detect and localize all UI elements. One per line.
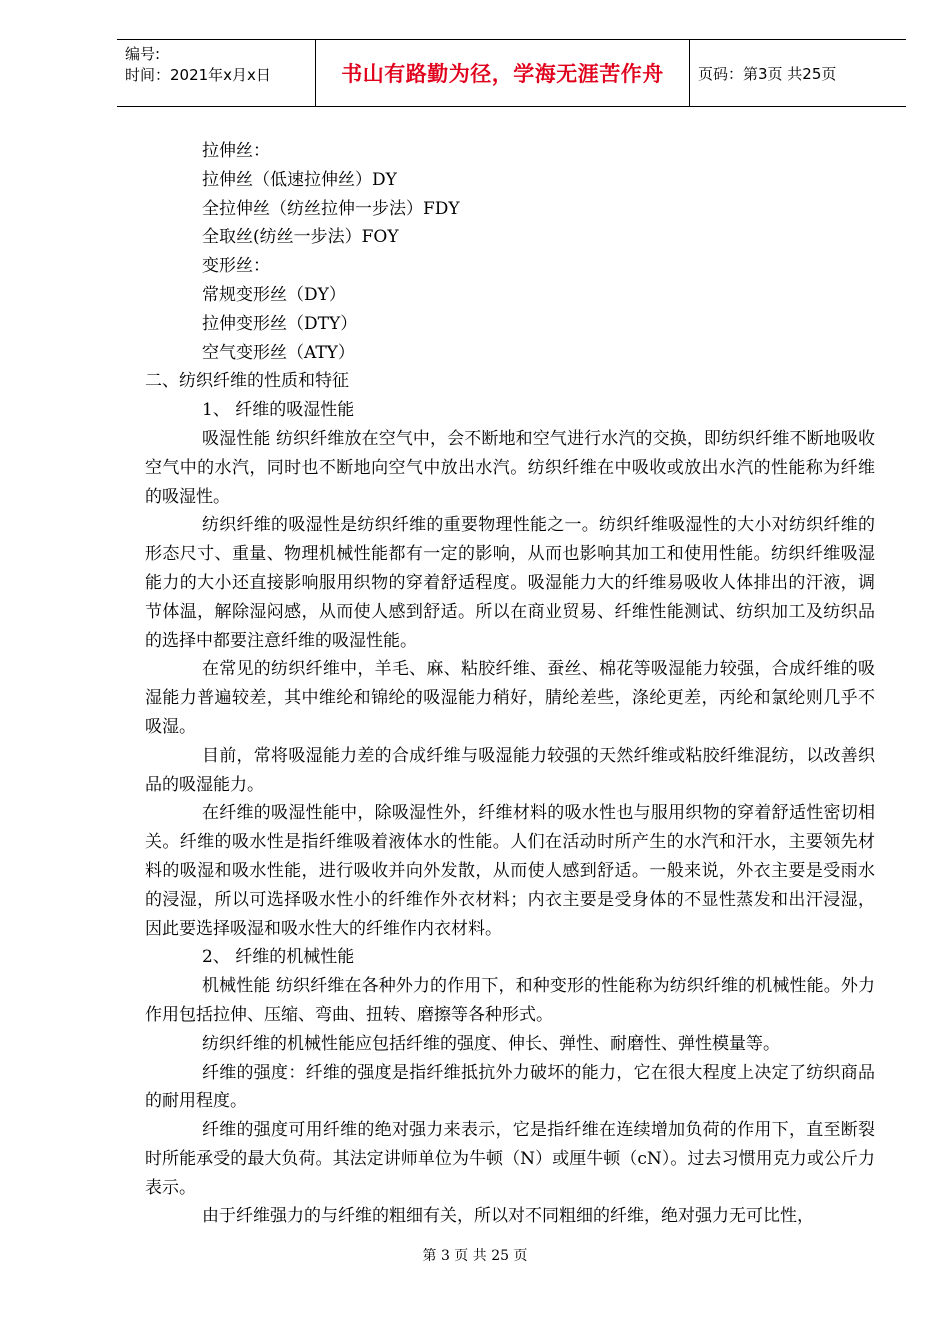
paragraph: 纤维的强度：纤维的强度是指纤维抵抗外力破坏的能力，它在很大程度上决定了纺织商品的耐用程度。 xyxy=(145,1062,875,1112)
page-header xyxy=(117,39,906,107)
subsection-heading: 1、 纤维的吸湿性能 xyxy=(202,400,355,421)
paragraph: 由于纤维强力的与纤维的粗细有关，所以对不同粗细的纤维，绝对强力无可比性， xyxy=(202,1206,814,1227)
list-item: 变形丝： xyxy=(202,256,270,277)
header-page-info-cell xyxy=(690,40,906,106)
paragraph: 吸湿性能 纺织纤维放在空气中，会不断地和空气进行水汽的交换，即纺织纤维不断地吸收空气中的水汽，同时也不断地向空气中放出水汽。纺织纤维在中吸收或放出水汽的性能称为纤维的吸湿性。 xyxy=(145,428,875,507)
document-number-label: 编号: xyxy=(125,45,161,63)
paragraph: 纺织纤维的机械性能应包括纤维的强度、伸长、弹性、耐磨性、弹性模量等。 xyxy=(202,1033,780,1054)
list-item: 拉伸丝： xyxy=(202,141,270,161)
document-body xyxy=(145,137,875,1231)
document-time-label: 时间：2021年x月x日 xyxy=(125,66,271,84)
paragraph: 目前，常将吸湿能力差的合成纤维与吸湿能力较强的天然纤维或粘胶纤维混纺，以改善织品的吸湿能力。 xyxy=(145,745,875,795)
footer-page-number: 第 3 页 共 25 页 xyxy=(422,1248,528,1264)
paragraph: 机械性能 纺织纤维在各种外力的作用下，和种变形的性能称为纺织纤维的机械性能。外力作用包括拉伸、压缩、弯曲、扭转、磨擦等各种形式。 xyxy=(145,976,875,1025)
header-page-info: 页码：第3页 共25页 xyxy=(698,64,837,83)
list-item: 拉伸变形丝（DTY） xyxy=(202,313,358,334)
paragraph: 纺织纤维的吸湿性是纺织纤维的重要物理性能之一。纺织纤维吸湿性的大小对纺织纤维的形态尺寸、重量、物理机械性能都有一定的影响，从而也影响其加工和使用性能。纺织纤维吸湿能力的大小还直接影响服用织物的穿着舒适程度。吸湿能力大的纤维易吸收人体排出的汗液，调节体温，解除湿闷感，从而使人感到舒适。所以在商业贸易、纤维性能测试、纺织加工及纺织品的选择中都要注意纤维的吸湿性能。 xyxy=(145,515,875,651)
list-item: 全取丝(纺丝一步法）FOY xyxy=(202,227,399,248)
header-meta xyxy=(117,40,315,106)
list-item: 常规变形丝（DY） xyxy=(202,284,346,305)
paragraph: 在常见的纺织纤维中，羊毛、麻、粘胶纤维、蚕丝、棉花等吸湿能力较强，合成纤维的吸湿能力普遍较差，其中维纶和锦纶的吸湿能力稍好，腈纶差些，涤纶更差，丙纶和氯纶则几乎不吸湿。 xyxy=(145,659,875,737)
list-item: 空气变形丝（ATY） xyxy=(202,342,355,363)
section-heading: 二、纺织纤维的性质和特征 xyxy=(145,371,349,392)
header-motto-cell xyxy=(315,40,690,106)
subsection-heading: 2、 纤维的机械性能 xyxy=(202,947,355,968)
list-item: 全拉伸丝（纺丝拉伸一步法）FDY xyxy=(202,198,460,219)
page-footer xyxy=(0,1245,950,1265)
paragraph: 在纤维的吸湿性能中，除吸湿性外，纤维材料的吸水性也与服用织物的穿着舒适性密切相关。纤维的吸水性是指纤维吸着液体水的性能。人们在活动时所产生的水汽和汗水，主要领先材料的吸湿和吸水性能，进行吸收并向外发散，从而使人感到舒适。一般来说，外衣主要是受雨水的浸湿，所以可选择吸水性小的纤维作外衣材料；内衣主要是受身体的不显性蒸发和出汗浸湿，因此要选择吸湿和吸水性大的纤维作内衣材料。 xyxy=(145,803,875,939)
list-item: 拉伸丝（低速拉伸丝）DY xyxy=(202,169,397,190)
paragraph: 纤维的强度可用纤维的绝对强力来表示，它是指纤维在连续增加负荷的作用下，直至断裂时所能承受的最大负荷。其法定讲师单位为牛顿（N）或厘牛顿（cN）。过去习惯用克力或公斤力表示。 xyxy=(145,1120,875,1198)
header-motto: 书山有路勤为径，学海无涯苦作舟 xyxy=(341,62,664,86)
